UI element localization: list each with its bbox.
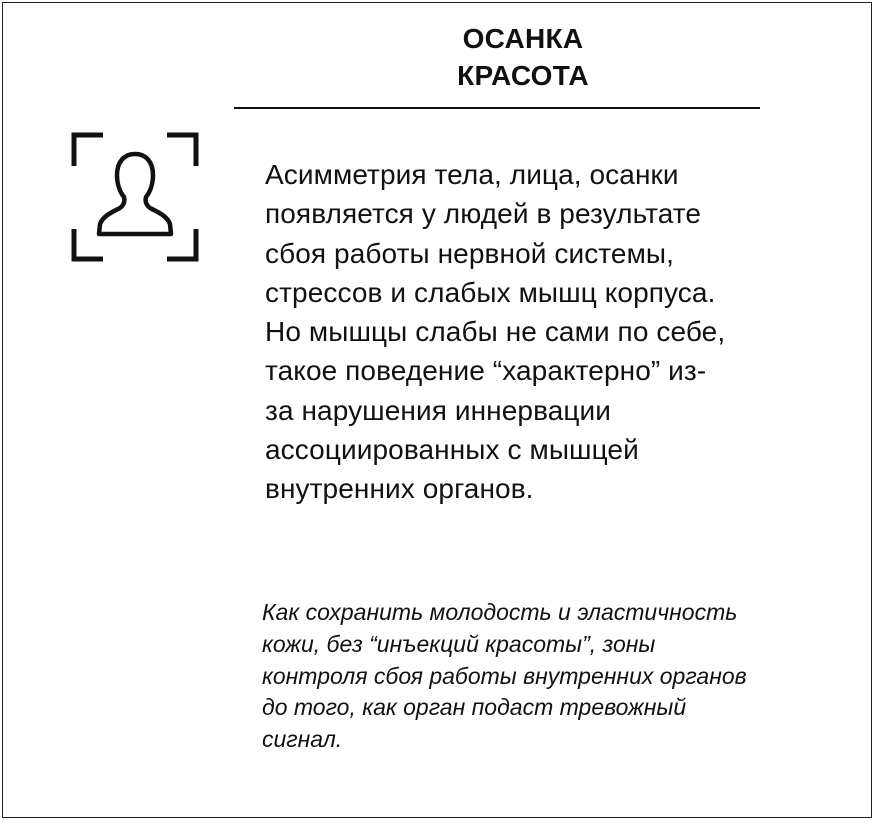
corner-top-left — [74, 135, 103, 166]
card-title — [330, 20, 716, 94]
title-line-2: КРАСОТА — [457, 60, 589, 91]
title-divider — [234, 107, 760, 109]
user-silhouette — [99, 154, 171, 234]
face-scan-user-icon — [66, 130, 204, 264]
main-paragraph: Асимметрия тела, лица, осанки появляется у людей в результате сбоя работы нервной системы, стрессов и слабых мышц корпуса. Но мышцы слабы не сами по себе, такое поведение “характерно” из- за нарушения иннервации ассоциированных с мышцей внутренних органов. — [265, 159, 726, 505]
corner-top-right — [167, 135, 196, 166]
italic-paragraph: Как сохранить молодость и эластичность кожи, без “инъекций красоты”, зоны контроля сбоя работы внутренних органов до того, как орган подаст тревожный сигнал. — [262, 599, 747, 753]
title-line-1: ОСАНКА — [462, 23, 584, 54]
